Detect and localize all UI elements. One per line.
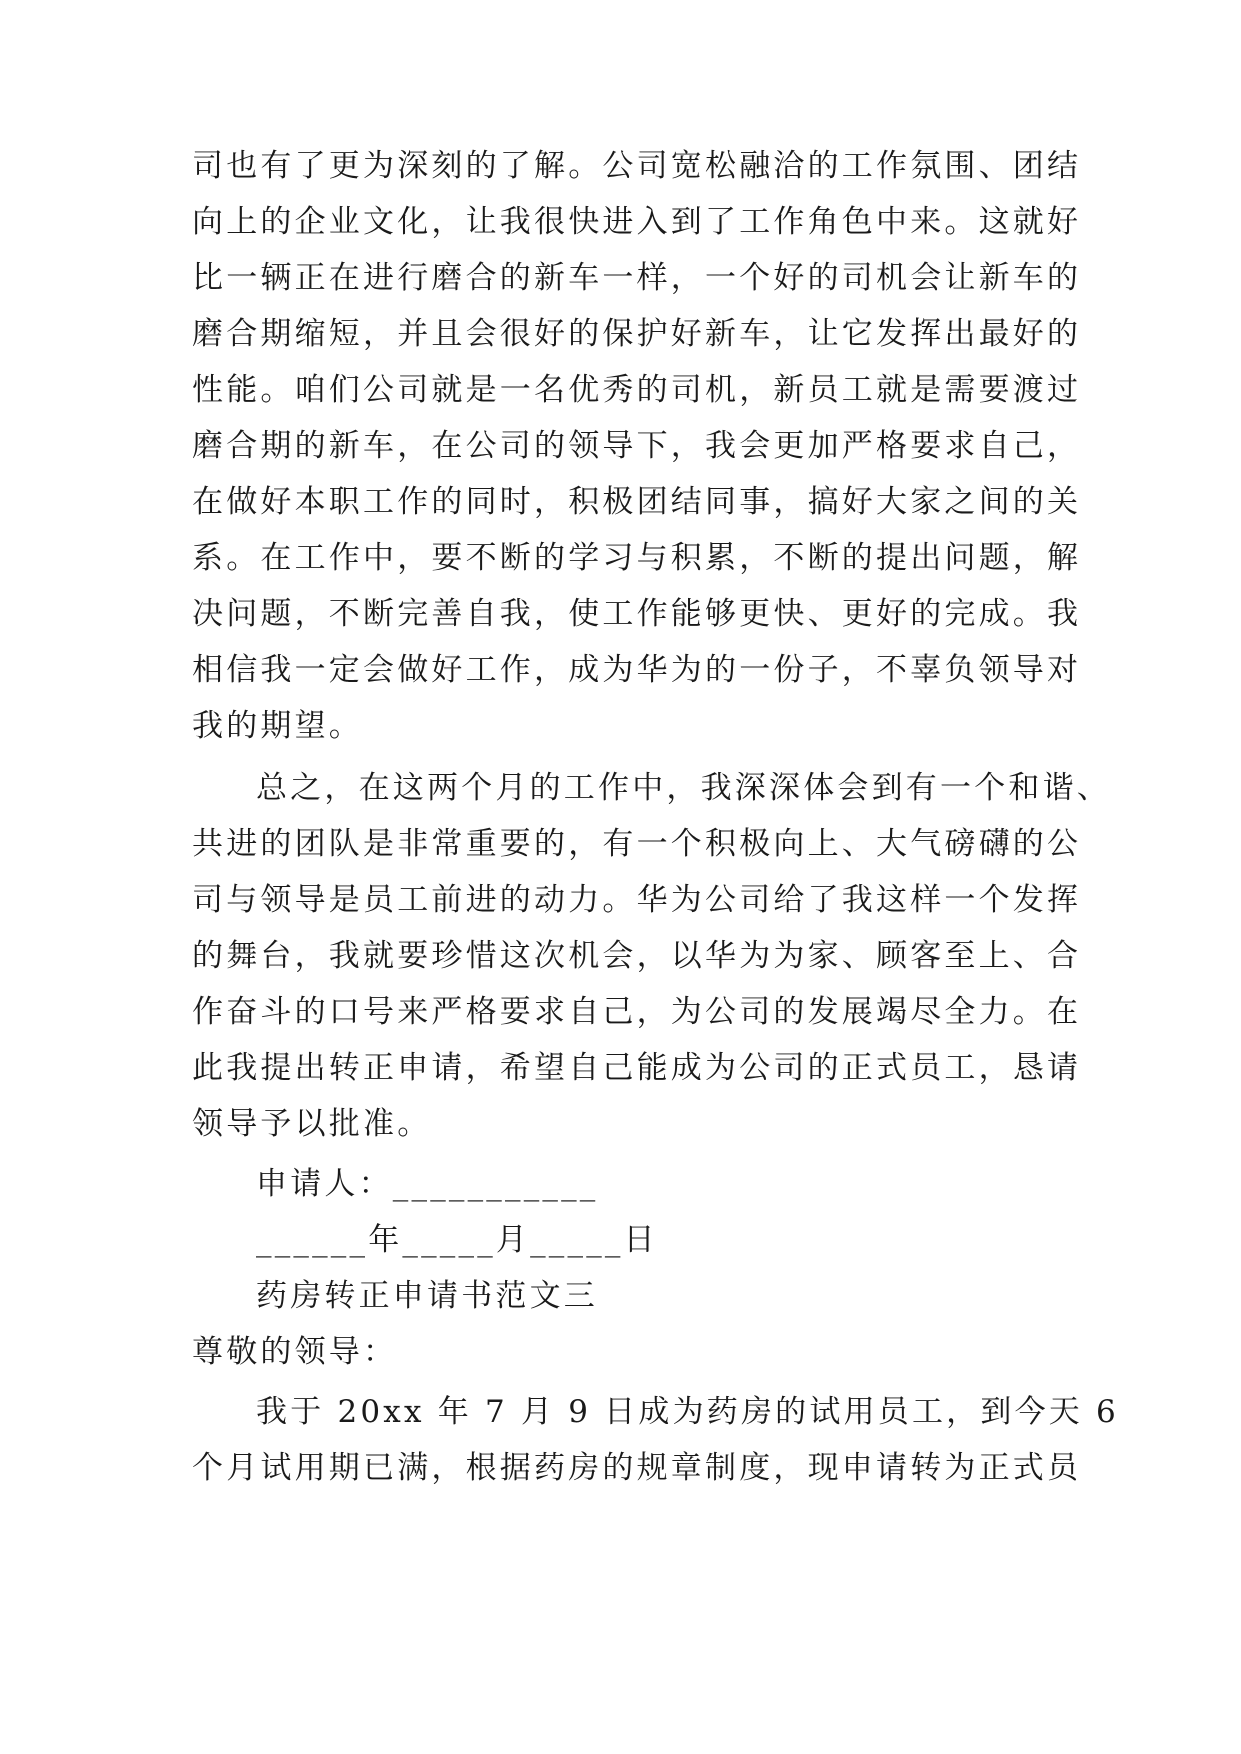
paragraph-line: 个月试用期已满，根据药房的规章制度，现申请转为正式员 xyxy=(192,1450,1082,1486)
paragraph-line: 我于 20xx 年 7 月 9 日成为药房的试用员工，到今天 6 xyxy=(256,1394,1119,1430)
paragraph-line: 我的期望。 xyxy=(192,708,363,744)
paragraph-line: 性能。咱们公司就是一名优秀的司机，新员工就是需要渡过 xyxy=(192,372,1082,408)
paragraph-line: 作奋斗的口号来严格要求自己，为公司的发展竭尽全力。在 xyxy=(192,994,1082,1030)
paragraph-line: 磨合期缩短，并且会很好的保护好新车，让它发挥出最好的 xyxy=(192,316,1082,352)
paragraph-line: 系。在工作中，要不断的学习与积累，不断的提出问题，解 xyxy=(192,540,1082,576)
paragraph-line: 比一辆正在进行磨合的新车一样，一个好的司机会让新车的 xyxy=(192,260,1082,296)
paragraph-line: 相信我一定会做好工作，成为华为的一份子，不辜负领导对 xyxy=(192,652,1082,688)
paragraph-line: 向上的企业文化，让我很快进入到了工作角色中来。这就好 xyxy=(192,204,1082,240)
paragraph-line: 磨合期的新车，在公司的领导下，我会更加严格要求自己， xyxy=(192,428,1082,464)
section-title: 药房转正申请书范文三 xyxy=(256,1278,598,1314)
date-line: ______年_____月_____日 xyxy=(256,1222,658,1258)
paragraph-line: 的舞台，我就要珍惜这次机会，以华为为家、顾客至上、合 xyxy=(192,938,1082,974)
salutation: 尊敬的领导： xyxy=(192,1334,398,1370)
paragraph-line: 总之，在这两个月的工作中，我深深体会到有一个和谐、 xyxy=(256,770,1111,806)
paragraph-line: 决问题，不断完善自我，使工作能够更快、更好的完成。我 xyxy=(192,596,1082,632)
paragraph-line: 司也有了更为深刻的了解。公司宽松融洽的工作氛围、团结 xyxy=(192,148,1082,184)
paragraph-line: 此我提出转正申请，希望自己能成为公司的正式员工，恳请 xyxy=(192,1050,1082,1086)
applicant-line: 申请人：___________ xyxy=(256,1166,599,1202)
paragraph-line: 司与领导是员工前进的动力。华为公司给了我这样一个发挥 xyxy=(192,882,1082,918)
paragraph-line: 领导予以批准。 xyxy=(192,1106,432,1142)
paragraph-line: 共进的团队是非常重要的，有一个积极向上、大气磅礴的公 xyxy=(192,826,1082,862)
paragraph-line: 在做好本职工作的同时，积极团结同事，搞好大家之间的关 xyxy=(192,484,1082,520)
